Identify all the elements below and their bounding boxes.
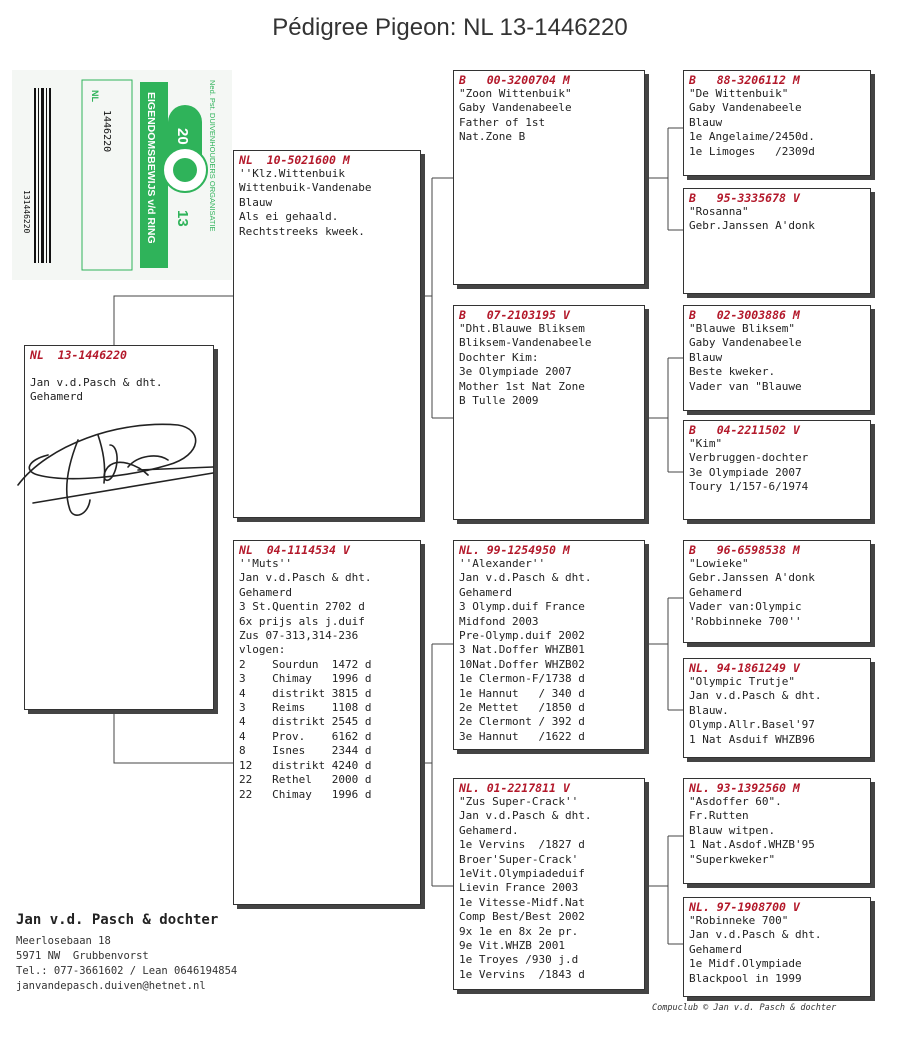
handwritten-signature [8, 405, 218, 525]
pigeon-card-line: Pre-Olymp.duif 2002 [459, 629, 585, 643]
pigeon-card-line: Nat.Zone B [459, 130, 526, 144]
pigeon-card-header: NL. 93-1392560 M [689, 781, 800, 795]
pigeon-card-line: Blauw. [689, 703, 729, 717]
pigeon-card-line: Fr.Rutten [689, 809, 749, 823]
pigeon-card-line: 1e Midf.Olympiade [689, 957, 802, 971]
pigeon-card-header: NL. 97-1908700 V [689, 900, 800, 914]
pigeon-card-header: NL. 94-1861249 V [689, 661, 800, 675]
pigeon-card-line: "Zus Super-Crack'' [459, 795, 579, 808]
pigeon-card-line: Blauw [239, 195, 273, 209]
pigeon-card-line: "Asdoffer 60". [689, 795, 782, 808]
pigeon-card-line: "Lowieke" [689, 557, 749, 570]
pigeon-card-line: 2e Mettet /1850 d [459, 701, 585, 715]
pigeon-card-line: Blauw [689, 115, 723, 129]
pigeon-card-sire-sire [453, 70, 645, 285]
ring-band-text: EIGENDOMSBEWIJS v/d RING [145, 92, 157, 244]
pigeon-card-line: 1e Vervins /1827 d [459, 838, 585, 852]
pigeon-card-line: Jan v.d.Pasch & dht. [239, 571, 372, 585]
pigeon-card-line: 1e Hannut / 340 d [459, 686, 585, 700]
ring-certificate [12, 70, 232, 280]
pigeon-card-line: Blauw [689, 350, 723, 364]
pigeon-card-line: Blackpool in 1999 [689, 971, 802, 985]
breeder-address-line: 5971 NW Grubbenvorst [16, 950, 149, 962]
breeder-contact [16, 912, 237, 994]
copyright-credit: Compuclub © Jan v.d. Pasch & dochter [652, 1003, 837, 1013]
pigeon-card-dds [683, 778, 871, 884]
pigeon-card-line: 3 Olymp.duif France [459, 600, 585, 614]
ring-year-b: 13 [174, 210, 191, 227]
pigeon-card-sdd [683, 420, 871, 520]
pigeon-card-dsd [683, 658, 871, 758]
pigeon-card-dam-sire [453, 540, 645, 750]
pigeon-card-header: B 96-6598538 M [689, 543, 800, 557]
pigeon-card-line: Mother 1st Nat Zone [459, 379, 585, 393]
pigeon-card-line: Verbruggen-dochter [689, 451, 809, 465]
pigeon-card-line: Jan v.d.Pasch & dht. [30, 376, 163, 389]
ring-country: NL [90, 90, 100, 102]
pigeon-card-line: 9x 1e en 8x 2e pr. [459, 924, 579, 938]
pigeon-card-line: 4 distrikt 3815 d [239, 686, 372, 700]
pigeon-card-header: NL 10-5021600 M [239, 153, 350, 167]
breeder-address-line: Meerlosebaan 18 [16, 935, 111, 947]
pigeon-card-line: 3e Olympiade 2007 [689, 465, 802, 479]
pigeon-card-line: 1e Vervins /1843 d [459, 967, 585, 981]
pigeon-card-ssd [683, 188, 871, 294]
pigeon-card-line: Bliksem-Vandenabeele [459, 336, 592, 350]
pigeon-card-line: Zus 07-313,314-236 [239, 629, 359, 643]
pigeon-card-line: 2e Clermont / 392 d [459, 715, 585, 729]
pigeon-card-line: 'Robbinneke 700'' [689, 614, 802, 628]
pigeon-card-line: Dochter Kim: [459, 350, 539, 364]
pigeon-card-line: 1eVit.Olympiadeduif [459, 867, 585, 881]
pigeon-card-line: Vader van:Olympic [689, 600, 802, 614]
pigeon-card-header: NL 04-1114534 V [239, 543, 350, 557]
pigeon-card-line: 1e Vitesse-Midf.Nat [459, 895, 585, 909]
pigeon-card-line: 2 Sourdun 1472 d [239, 657, 372, 671]
pigeon-card-line: 3e Hannut /1622 d [459, 729, 585, 743]
pigeon-card-header: NL 13-1446220 [30, 348, 127, 362]
pigeon-card-line: 6x prijs als j.duif [239, 614, 365, 628]
pigeon-card-ddd [683, 897, 871, 997]
pigeon-card-line: vlogen: [239, 643, 286, 657]
pigeon-card-sire-dam [453, 305, 645, 520]
pigeon-card-sds [683, 305, 871, 411]
ring-year-a: 20 [174, 128, 191, 145]
pigeon-card-line: B Tulle 2009 [459, 394, 539, 408]
pigeon-card-line: 1e Limoges /2309d [689, 144, 815, 158]
pigeon-card-sss [683, 70, 871, 176]
pigeon-card-line: Jan v.d.Pasch & dht. [689, 928, 822, 942]
pigeon-card-line: 1 Nat Asduif WHZB96 [689, 732, 815, 746]
pigeon-card-line: Rechtstreeks kweek. [239, 224, 365, 238]
pigeon-card-line: Gehamerd [689, 942, 742, 956]
pigeon-card-line: 9e Vit.WHZB 2001 [459, 939, 565, 953]
breeder-phone: Tel.: 077-3661602 / Lean 0646194854 [16, 965, 238, 977]
pigeon-card-line: Comp Best/Best 2002 [459, 910, 585, 924]
pigeon-card-line: 3 Nat.Doffer WHZB01 [459, 643, 585, 657]
pigeon-card-line: 8 Isnes 2344 d [239, 744, 372, 758]
pigeon-card-line: Gehamerd [239, 585, 292, 599]
pigeon-card-line: 22 Rethel 2000 d [239, 773, 372, 787]
barcode-number: 131446220 [22, 190, 31, 234]
pigeon-card-line: 4 distrikt 2545 d [239, 715, 372, 729]
pigeon-card-line: Gaby Vandenabeele [689, 101, 802, 115]
pigeon-card-line: 3e Olympiade 2007 [459, 365, 572, 379]
pigeon-card-line: Broer'Super-Crack' [459, 852, 579, 866]
pigeon-card-header: B 95-3335678 V [689, 191, 800, 205]
pigeon-card-line: "Olympic Trutje" [689, 675, 795, 688]
breeder-email: janvandepasch.duiven@hetnet.nl [16, 980, 206, 992]
pigeon-card-line: "Zoon Wittenbuik" [459, 87, 572, 100]
pigeon-card-line: Toury 1/157-6/1974 [689, 480, 809, 494]
pigeon-card-header: B 07-2103195 V [459, 308, 570, 322]
pigeon-card-line: "De Wittenbuik" [689, 87, 789, 100]
pigeon-card-line: Gaby Vandenabeele [459, 101, 572, 115]
pigeon-card-line: 1e Angelaime/2450d. [689, 130, 815, 144]
pigeon-card-line: 10Nat.Doffer WHZB02 [459, 657, 585, 671]
ring-number: 1446220 [101, 110, 112, 153]
pigeon-card-line: Blauw witpen. [689, 823, 776, 837]
pigeon-card-header: NL. 01-2217811 V [459, 781, 570, 795]
pigeon-card-line: 1 Nat.Asdof.WHZB'95 [689, 838, 815, 852]
pigeon-card-line: Gehamerd [459, 585, 512, 599]
pigeon-card-line: Gehamerd [689, 585, 742, 599]
pigeon-card-line: 3 St.Quentin 2702 d [239, 600, 365, 614]
pigeon-card-line: Jan v.d.Pasch & dht. [459, 809, 592, 823]
pigeon-card-line: Midfond 2003 [459, 614, 539, 628]
pigeon-card-header: B 04-2211502 V [689, 423, 800, 437]
pigeon-card-line: 4 Prov. 6162 d [239, 729, 372, 743]
pigeon-card-header: B 00-3200704 M [459, 73, 570, 87]
pigeon-card-dss [683, 540, 871, 643]
pigeon-card-line: Lievin France 2003 [459, 881, 579, 895]
breeder-name: Jan v.d. Pasch & dochter [16, 912, 219, 928]
pigeon-card-dam [233, 540, 421, 905]
page-title: Pédigree Pigeon: NL 13-1446220 [272, 14, 628, 41]
pigeon-card-dam-dam [453, 778, 645, 990]
pigeon-card-line: Olymp.Allr.Basel'97 [689, 718, 815, 732]
pigeon-card-line: 3 Reims 1108 d [239, 701, 372, 715]
pigeon-card-line: Gaby Vandenabeele [689, 336, 802, 350]
pigeon-card-line: Gehamerd [30, 390, 83, 404]
pigeon-card-line: Father of 1st [459, 115, 546, 129]
pigeon-card-line: 12 distrikt 4240 d [239, 758, 372, 772]
pigeon-card-line: "Robinneke 700" [689, 914, 789, 927]
pigeon-card-line: Vader van "Blauwe [689, 379, 802, 393]
pigeon-card-sire [233, 150, 421, 518]
ring-org-text: Ned. Pst. DUIVENHOUDERS ORGANISATIE [208, 80, 217, 232]
pigeon-card-line: 1e Troyes /930 j.d [459, 953, 579, 967]
pigeon-card-line: "Kim" [689, 437, 723, 450]
pigeon-card-line: Jan v.d.Pasch & dht. [459, 571, 592, 585]
pigeon-card-line: 22 Chimay 1996 d [239, 787, 372, 801]
pigeon-card-line: ''Muts'' [239, 557, 292, 570]
pigeon-card-line: Jan v.d.Pasch & dht. [689, 689, 822, 703]
pigeon-card-header: NL. 99-1254950 M [459, 543, 570, 557]
pigeon-card-line: "Superkweker" [689, 852, 776, 866]
pigeon-card-line: "Blauwe Bliksem" [689, 322, 795, 335]
pigeon-card-line: Gehamerd. [459, 823, 519, 837]
pigeon-card-line: Gebr.Janssen A'donk [689, 571, 815, 585]
pigeon-card-line: "Rosanna" [689, 205, 749, 218]
pigeon-card-line: ''Alexander'' [459, 557, 546, 570]
pigeon-card-header: B 02-3003886 M [689, 308, 800, 322]
pigeon-card-line: 1e Clermon-F/1738 d [459, 672, 585, 686]
pigeon-card-line: Gebr.Janssen A'donk [689, 219, 815, 233]
pigeon-card-line: "Dht.Blauwe Bliksem [459, 322, 585, 335]
pigeon-card-line: Wittenbuik-Vandenabe [239, 181, 372, 195]
pigeon-card-header: B 88-3206112 M [689, 73, 800, 87]
pigeon-card-line: ''Klz.Wittenbuik [239, 167, 345, 180]
pigeon-card-line: Als ei gehaald. [239, 210, 339, 224]
pigeon-card-line: 3 Chimay 1996 d [239, 672, 372, 686]
pigeon-card-subject [24, 345, 214, 710]
pigeon-card-line: Beste kweker. [689, 365, 776, 379]
